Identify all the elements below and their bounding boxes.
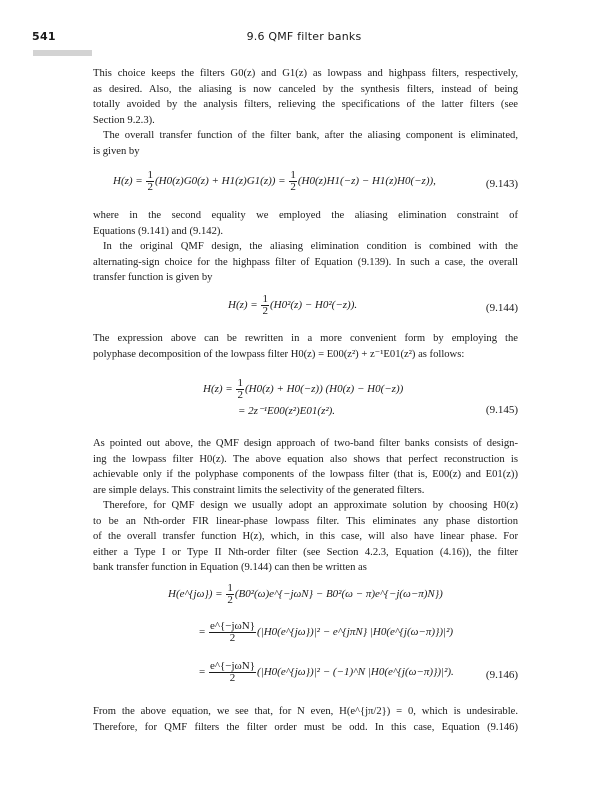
text-line: Therefore, for QMF design we usually adopt an approximate solution by choosing H0(z) xyxy=(103,500,518,511)
eq-term: = 2z⁻¹E00(z²)E01(z²). xyxy=(238,405,336,417)
fraction-half: $\frac{1}{2}$ xyxy=(237,377,243,401)
text-line: are simple delays. This constraint limits the selectivity of the generated filters. xyxy=(93,484,425,496)
eq-lhs: H(z) = xyxy=(203,383,236,396)
text-line: As pointed out above, the QMF design approach of two-band filter banks consists of design- xyxy=(93,438,518,449)
text-line: where in the second equality we employed the aliasing elimination constraint of xyxy=(93,210,518,221)
page-number: 541 xyxy=(32,30,56,43)
text-line: The overall transfer function of the filter bank, after the aliasing component is eliminated, xyxy=(103,130,518,141)
paragraph-7 xyxy=(93,498,518,576)
paragraph-3 xyxy=(93,208,518,239)
fraction-half: $\frac{1}{2}$ xyxy=(262,293,268,317)
text-line: The expression above can be rewritten in a more convenient form by employing the xyxy=(93,333,518,344)
paragraph-5 xyxy=(93,331,518,362)
fraction-half: $\frac{1}{2}$ xyxy=(227,582,233,606)
eq-term: (|H0(e^{jω})|² − (−1)^N |H0(e^{j(ω−π)})|²). xyxy=(257,666,454,679)
fraction-half: $\frac{1}{2}$ xyxy=(290,169,296,193)
text-line: transfer function is given by xyxy=(93,272,213,284)
eq-lhs: H(z) = xyxy=(113,175,146,188)
text-line: In the original QMF design, the aliasing elimination condition is combined with the xyxy=(103,241,518,252)
fraction-exp-half: $\frac{\text{e\textasciicircum{}\{−jωN\}}}{2}$ xyxy=(209,620,256,644)
section-title: 9.6 QMF filter banks xyxy=(246,30,362,43)
text-line: This choice keeps the filters G0(z) and G1(z) as lowpass and highpass filters, respectively, xyxy=(93,68,518,79)
text-line: Equations (9.141) and (9.142). xyxy=(93,225,224,237)
page-header xyxy=(0,30,608,46)
paragraph-2 xyxy=(93,128,518,159)
text-line: to be an Nth-order FIR linear-phase lowpass filter. This eliminates any phase distortion xyxy=(93,515,518,527)
paragraph-8 xyxy=(93,704,518,735)
eq-lhs: H(z) = xyxy=(228,299,261,312)
equation-9-145-line-2 xyxy=(93,398,518,426)
eq-lhs: H(e^{jω}) = xyxy=(168,588,226,601)
text-line: polyphase decomposition of the lowpass filter H0(z) = E00(z²) + z⁻¹E01(z²) as follows: xyxy=(93,348,465,360)
equation-9-143 xyxy=(93,164,518,204)
text-line: is given by xyxy=(93,145,140,157)
equation-number: (9.144) xyxy=(485,302,518,314)
text-line: as desired. Also, the aliasing is now canceled by the synthesis filters, instead of being xyxy=(93,83,518,95)
eq-term: (H0(z)G0(z) + H1(z)G1(z)) = xyxy=(154,175,289,188)
text-line: either a Type I or Type II Nth-order filter (see Section 4.2.3, Equation (4.16)), the filter xyxy=(93,546,518,558)
eq-term: (H0(z) + H0(−z)) (H0(z) − H0(−z)) xyxy=(244,383,404,396)
text-line: Section 9.2.3). xyxy=(93,114,155,126)
header-rule xyxy=(33,50,92,56)
fraction-half: $\frac{1}{2}$ xyxy=(147,169,153,193)
text-line: achievable only if the polyphase components of the lowpass filter (that is, E00(z) and E01(z)) xyxy=(93,469,518,481)
text-line: bank transfer function in Equation (9.144) can then be written as xyxy=(93,562,367,574)
paragraph-1 xyxy=(93,66,518,128)
equation-9-146-line-2: = $\frac{\text{e\textasciicircum{}\{−jωN\}}}{2}$ (|H0(e^{jω})|² − e^{jπN} |H0(e^{j(ω−π)})|²) xyxy=(199,620,454,644)
eq-term: (|H0(e^{jω})|² − e^{jπN} |H0(e^{j(ω−π)})|²) xyxy=(257,626,454,639)
paragraph-6 xyxy=(93,436,518,498)
equation-9-146-line-3: = $\frac{\text{e\textasciicircum{}\{−jωN\}}}{2}$ (|H0(e^{jω})|² − (−1)^N |H0(e^{j(ω−π)})|²). (9.146) xyxy=(199,660,518,684)
eq-term: (B0²(ω)e^{−jωN} − B0²(ω − π)e^{−j(ω−π)N}) xyxy=(234,588,443,601)
text-line: of the overall transfer function H(z), which, in this case, will also have linear phase. For xyxy=(93,531,518,543)
text-line: totally avoided by the analysis filters, relieving the specifications of the latter filters (see xyxy=(93,99,518,111)
paragraph-4 xyxy=(93,239,518,286)
fraction-exp-half: $\frac{\text{e\textasciicircum{}\{−jωN\}}}{2}$ xyxy=(209,660,256,684)
eq-term: (H0(z)H1(−z) − H1(z)H0(−z)), xyxy=(297,175,436,188)
eq-term: (H0²(z) − H0²(−z)). xyxy=(269,299,358,312)
equation-number: (9.143) xyxy=(485,178,518,190)
equation-9-144 xyxy=(93,288,518,328)
equation-number: (9.146) xyxy=(485,669,518,681)
text-line: From the above equation, we see that, for N even, H(e^{jπ/2}) = 0, which is undesirable. xyxy=(93,706,518,717)
equation-9-146-line-1 xyxy=(93,577,518,617)
text-line: Therefore, for QMF filters the filter order must be odd. In this case, Equation (9.146) xyxy=(93,721,518,733)
equation-number: (9.145) xyxy=(485,404,518,416)
text-line: alternating-sign choice for the highpass filter of Equation (9.139). In such a case, the overall xyxy=(93,256,518,268)
text-line: ing the lowpass filter H0(z). The above equation also shows that perfect reconstruction is xyxy=(93,453,518,465)
